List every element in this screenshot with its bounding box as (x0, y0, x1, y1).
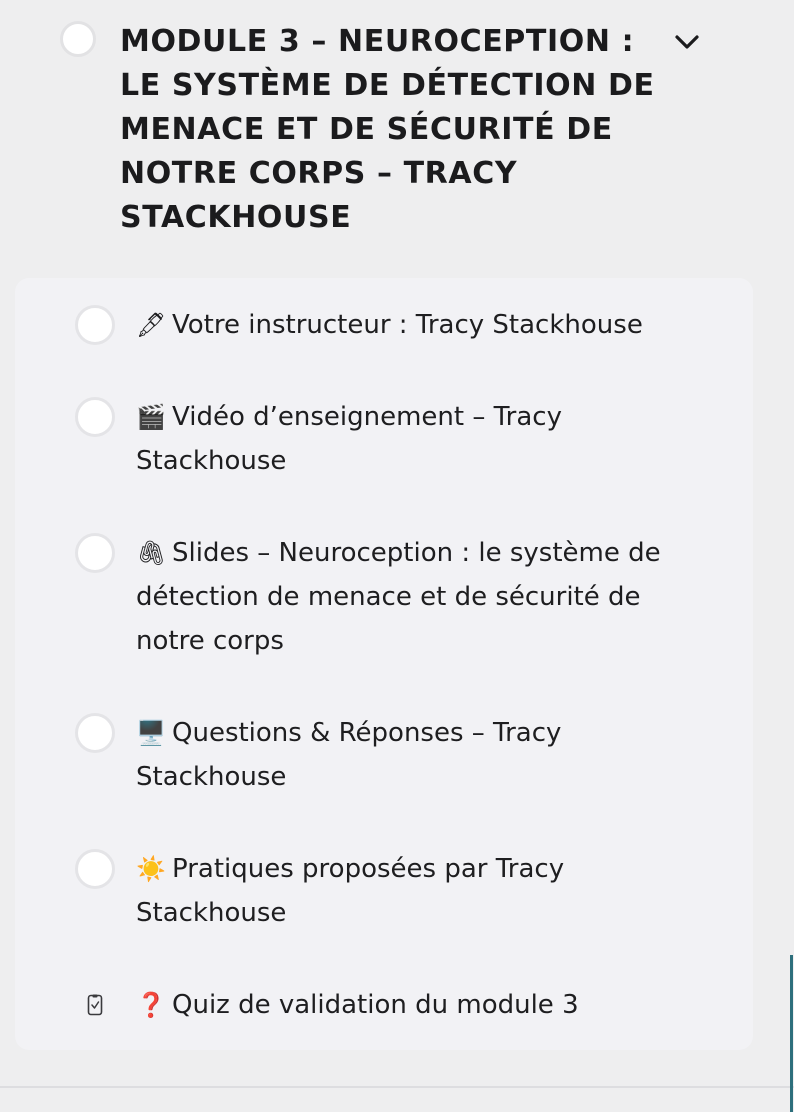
module-title[interactable]: MODULE 3 – NEUROCEPTION : LE SYSTÈME DE DÉTECTION DE MENACE ET DE SÉCURITÉ DE NOTRE CORPS – TRACY STACKHOUSE (120, 24, 655, 235)
lesson-checkbox[interactable] (75, 533, 115, 573)
lesson-checkbox[interactable] (75, 713, 115, 753)
quiz-icon (87, 994, 103, 1016)
lesson-title[interactable]: Pratiques proposées par Tracy Stackhouse (136, 854, 565, 928)
pen-icon: 🖋 (136, 311, 167, 339)
lesson-label[interactable] (136, 303, 716, 347)
sun-icon: ☀️ (136, 855, 166, 883)
section-divider (0, 1086, 794, 1088)
lesson-checkbox[interactable] (75, 397, 115, 437)
lesson-label[interactable] (136, 983, 716, 1027)
module-completion-checkbox[interactable] (60, 21, 96, 57)
lesson-title[interactable]: Vidéo d’enseignement – Tracy Stackhouse (136, 402, 562, 476)
paperclips-icon: 🖇 (136, 539, 167, 567)
lesson-checkbox[interactable] (75, 305, 115, 345)
module-header[interactable] (0, 0, 794, 270)
lesson-title[interactable]: Questions & Réponses – Tracy Stackhouse (136, 718, 562, 792)
monitor-icon: 🖥️ (136, 719, 166, 747)
chevron-down-icon[interactable] (671, 26, 703, 58)
lesson-checkbox[interactable] (75, 849, 115, 889)
lesson-title[interactable]: Votre instructeur : Tracy Stackhouse (172, 310, 643, 340)
lesson-label[interactable] (136, 395, 716, 483)
lessons-panel (15, 278, 753, 1050)
question-mark-icon: ❓ (136, 991, 166, 1019)
clapperboard-icon: 🎬 (136, 403, 166, 431)
lesson-label[interactable] (136, 711, 716, 799)
lesson-label[interactable] (136, 531, 716, 663)
lesson-title[interactable]: Slides – Neuroception : le système de détection de menace et de sécurité de notre corps (136, 538, 661, 656)
scrollbar-thumb[interactable] (790, 955, 793, 1112)
lesson-title[interactable]: Quiz de validation du module 3 (172, 990, 579, 1020)
lesson-label[interactable] (136, 847, 716, 935)
